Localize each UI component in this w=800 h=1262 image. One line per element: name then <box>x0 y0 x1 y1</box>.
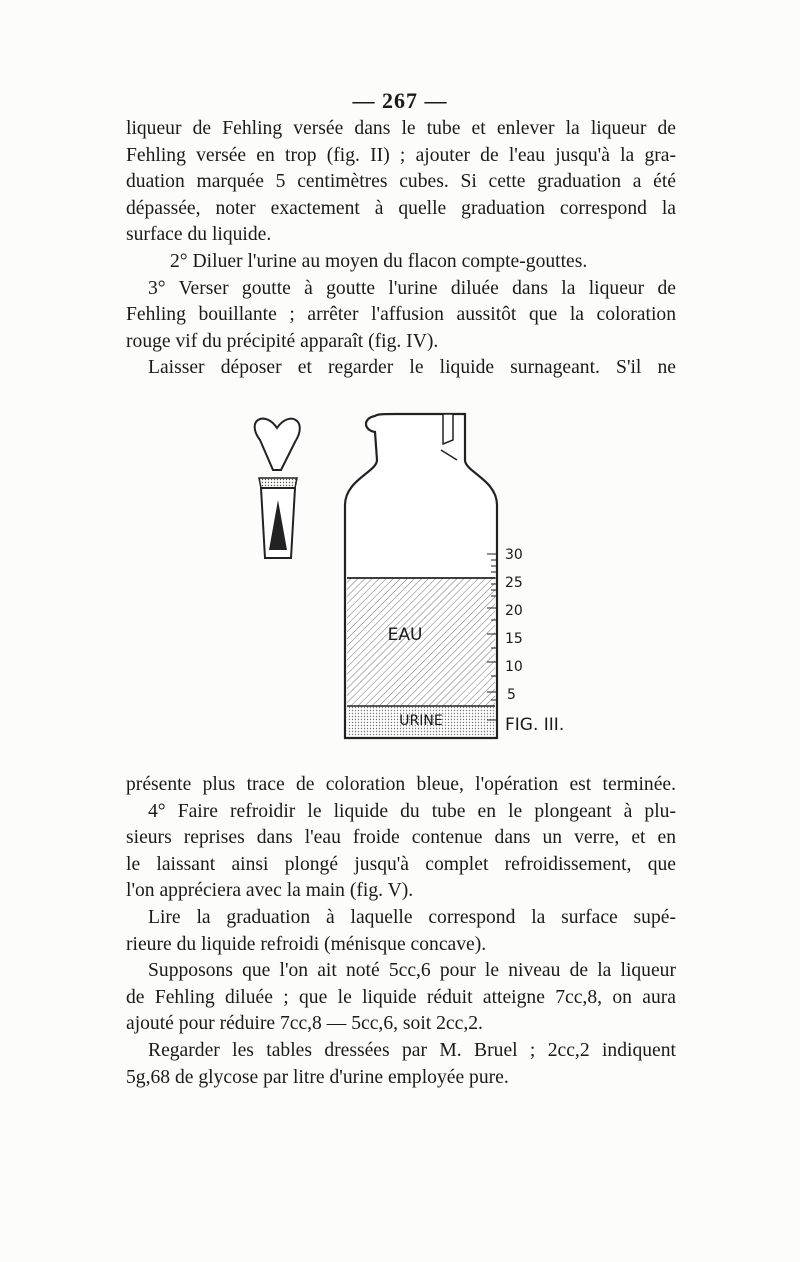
scale-label: 10 <box>505 659 523 675</box>
text-line: Supposons que l'on ait noté 5cc,6 pour le niveau de la liqueur <box>148 960 676 982</box>
scale-label: 20 <box>505 603 523 619</box>
text-line: surface du liquide. <box>126 224 272 246</box>
text-line: Fehling bouillante ; arrêter l'affusion aussitôt que la coloration <box>126 304 676 326</box>
scale-label: 25 <box>505 575 523 591</box>
text-line: l'on appréciera avec la main (fig. V). <box>126 880 414 902</box>
page-number: — 267 — <box>352 88 448 113</box>
text-line: Regarder les tables dressées par M. Bruel ; 2cc,2 indiquent <box>148 1039 676 1061</box>
scale-label: 15 <box>505 631 523 647</box>
text-line: duation marquée 5 centimètres cubes. Si cette graduation a été <box>126 171 676 193</box>
text-line: ajouté pour réduire 7cc,8 — 5cc,6, soit 2cc,2. <box>126 1013 483 1035</box>
paragraph <box>126 116 676 249</box>
text-line: présente plus trace de coloration bleue, l'opération est terminée. <box>126 774 676 795</box>
text-line: dépassée, noter exactement à quelle graduation correspond la <box>126 197 676 219</box>
text-line: 5g,68 de glycose par litre d'urine employée pure. <box>126 1066 509 1088</box>
figure-caption: FIG. III. <box>505 715 565 735</box>
text-line: 3° Verser goutte à goutte l'urine diluée dans la liqueur de <box>148 277 676 299</box>
text-line: sieurs reprises dans l'eau froide contenue dans un verre, et en <box>126 827 676 849</box>
text-line: rieure du liquide refroidi (ménisque concave). <box>126 933 487 955</box>
text-line: le laissant ainsi plongé jusqu'à complet refroidissement, que <box>126 853 676 875</box>
text-block-top <box>126 116 676 382</box>
flask-illustration <box>225 400 585 760</box>
text-line: 2° Diluer l'urine au moyen du flacon compte-gouttes. <box>170 250 588 272</box>
text-line: rouge vif du précipité apparaît (fig. IV). <box>126 330 439 352</box>
figure-iii <box>225 400 585 760</box>
paragraph <box>126 958 676 1038</box>
paragraph <box>126 1038 676 1091</box>
text-line: 4° Faire refroidir le liquide du tube en le plongeant à plu- <box>148 800 676 822</box>
scale-label: 5 <box>507 687 516 703</box>
paragraph <box>126 249 676 276</box>
paragraph <box>126 799 676 905</box>
text-line: Laisser déposer et regarder le liquide surnageant. S'il ne <box>148 357 676 379</box>
text-line: Fehling versée en trop (fig. II) ; ajouter de l'eau jusqu'à la gra- <box>126 144 676 166</box>
stopper-icon <box>255 419 300 558</box>
flask-icon <box>345 414 497 738</box>
text-block-bottom <box>126 772 676 1091</box>
paragraph <box>126 355 676 382</box>
text-line: liqueur de Fehling versée dans le tube et enlever la liqueur de <box>126 118 676 139</box>
label-eau: EAU <box>387 625 423 645</box>
text-line: Lire la graduation à laquelle correspond la surface supé- <box>148 906 676 928</box>
paragraph <box>126 772 676 799</box>
text-line: de Fehling diluée ; que le liquide réduit atteigne 7cc,8, on aura <box>126 986 676 1008</box>
paragraph <box>126 276 676 356</box>
paragraph <box>126 905 676 958</box>
scale-label: 30 <box>505 547 523 563</box>
label-urine: URINE <box>399 713 443 729</box>
